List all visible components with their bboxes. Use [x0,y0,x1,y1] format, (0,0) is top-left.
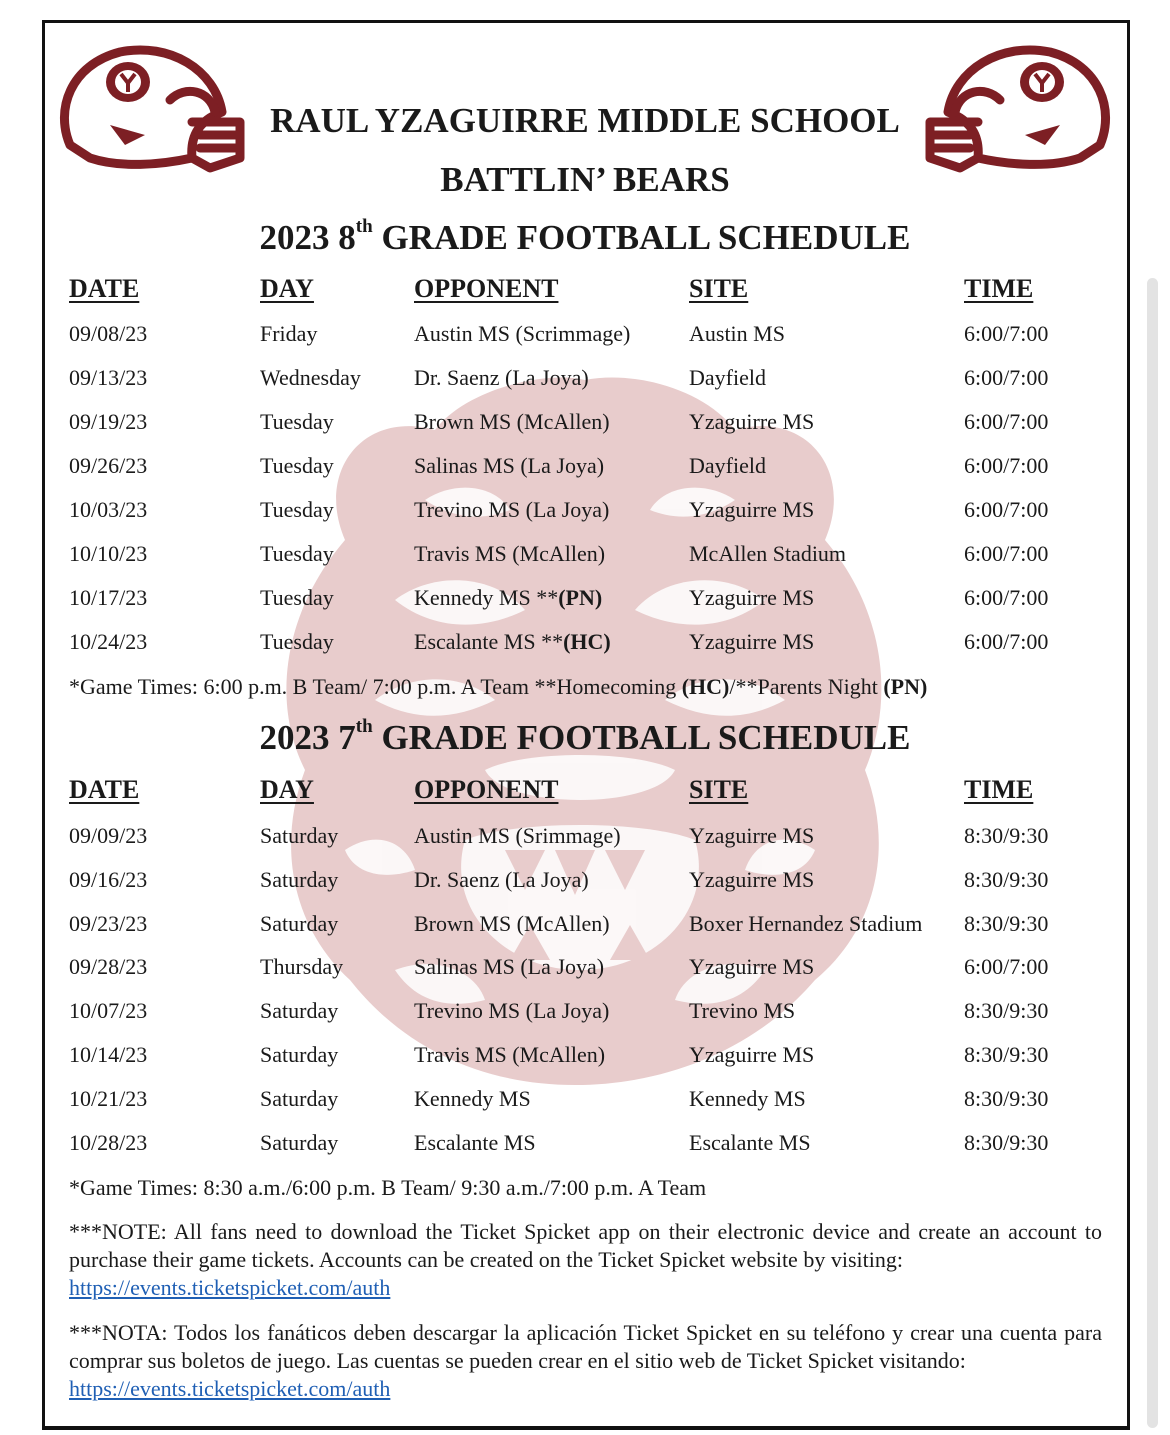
table-row [0,823,1170,863]
site-cell: Yzaguirre MS [689,866,815,892]
time-cell: 6:00/7:00 [964,629,1049,654]
opponent-cell: Salinas MS (La Joya) [414,453,605,478]
day-cell: Thursday [260,954,344,980]
opponent-cell: Travis MS (McAllen) [414,541,606,566]
day-cell: Friday [260,321,318,346]
site-cell: Yzaguirre MS [689,497,815,522]
opponent-cell: Brown MS (McAllen) [414,409,610,434]
opponent-cell: Brown MS (McAllen) [414,910,610,936]
date-cell: 10/24/23 [69,629,148,654]
column-header-opponent: OPPONENT [414,274,559,303]
date-cell: 09/09/23 [69,823,148,848]
time-cell: 6:00/7:00 [964,585,1049,610]
column-header-site: SITE [689,274,749,303]
ticket-spicket-link[interactable]: https://events.ticketspicket.com/auth [69,1275,391,1300]
opponent-cell: Dr. Saenz (La Joya) [414,365,589,390]
day-cell: Saturday [260,1042,339,1067]
opponent-cell: Austin MS (Scrimmage) [414,321,631,346]
table-row [0,867,1170,907]
opponent-cell: Austin MS (Srimmage) [414,823,621,848]
column-header-date: DATE [69,775,140,804]
column-header-site: SITE [689,775,749,804]
site-cell: Trevino MS [689,998,796,1024]
time-cell: 8:30/9:30 [964,1042,1049,1067]
opponent-cell: Escalante MS [414,1129,536,1155]
opponent-cell: Trevino MS (La Joya) [414,998,610,1024]
day-cell: Saturday [260,1085,339,1111]
grade8-header-row [0,274,1170,314]
table-row [0,1086,1170,1126]
day-cell: Saturday [260,1129,339,1155]
team-name: BATTLIN’ BEARS [440,160,730,199]
time-cell: 6:00/7:00 [964,541,1049,566]
date-cell: 09/28/23 [69,954,148,980]
site-cell: Boxer Hernandez Stadium [689,910,923,936]
column-header-date: DATE [69,274,140,303]
time-cell: 8:30/9:30 [964,1085,1049,1111]
opponent-cell: Trevino MS (La Joya) [414,497,610,522]
time-cell: 6:00/7:00 [964,954,1049,980]
time-cell: 8:30/9:30 [964,1129,1049,1155]
site-cell: McAllen Stadium [689,541,847,566]
day-cell: Saturday [260,998,339,1024]
day-cell: Tuesday [260,409,334,434]
grade8-game-times-note: *Game Times: 6:00 p.m. B Team/ 7:00 p.m. A Team **Homecoming (HC)/**Parents Night (PN) [69,674,928,699]
day-cell: Saturday [260,866,339,892]
site-cell: Kennedy MS [689,1085,806,1111]
site-cell: Dayfield [689,365,766,390]
day-cell: Saturday [260,910,339,936]
table-row [0,911,1170,951]
site-cell: Yzaguirre MS [689,823,815,848]
ticket-note-spanish: ***NOTA: Todos los fanáticos deben descargar la aplicación Ticket Spicket en su teléfono y crear una cuenta para comprar sus boletos de juego. Las cuentas se pueden crear en el sitio web de Ticket Spicket visitando: https://events.ticketspicket.com/auth [69,1320,1102,1401]
site-cell: Dayfield [689,453,766,478]
date-cell: 09/08/23 [69,321,148,346]
column-header-day: DAY [260,274,314,303]
school-name: RAUL YZAGUIRRE MIDDLE SCHOOL [270,101,900,140]
day-cell: Tuesday [260,629,334,654]
column-header-opponent: OPPONENT [414,775,559,804]
day-cell: Saturday [260,823,339,848]
column-header-day: DAY [260,775,314,804]
site-cell: Yzaguirre MS [689,585,815,610]
table-row [0,998,1170,1038]
opponent-cell: Kennedy MS [414,1085,531,1111]
date-cell: 10/28/23 [69,1129,148,1155]
date-cell: 09/16/23 [69,866,148,892]
time-cell: 6:00/7:00 [964,453,1049,478]
opponent-cell: Escalante MS **(HC) [414,629,611,654]
site-cell: Yzaguirre MS [689,409,815,434]
time-cell: 6:00/7:00 [964,497,1049,522]
day-cell: Tuesday [260,585,334,610]
table-row [0,365,1170,405]
table-row [0,409,1170,449]
date-cell: 09/26/23 [69,453,148,478]
day-cell: Tuesday [260,497,334,522]
grade7-game-times-note: *Game Times: 8:30 a.m./6:00 p.m. B Team/ 9:30 a.m./7:00 p.m. A Team [69,1175,707,1200]
column-header-time: TIME [964,775,1034,804]
table-row [0,585,1170,625]
table-row [0,954,1170,994]
table-row [0,497,1170,537]
column-header-time: TIME [964,274,1034,303]
ticket-note-english: ***NOTE: All fans need to download the Ticket Spicket app on their electronic device and create an account to purchase their game tickets. Accounts can be created on the Ticket Spicket website by visiting: https://events.ticketspicket.com/auth [69,1219,1102,1300]
grade7-header-row [0,775,1170,815]
date-cell: 10/14/23 [69,1042,148,1067]
table-row [0,321,1170,361]
date-cell: 09/23/23 [69,910,148,936]
table-row [0,1042,1170,1082]
site-cell: Yzaguirre MS [689,954,815,980]
opponent-cell: Salinas MS (La Joya) [414,954,605,980]
site-cell: Escalante MS [689,1129,811,1155]
grade8-title: 2023 8th GRADE FOOTBALL SCHEDULE [259,216,911,257]
time-cell: 6:00/7:00 [964,409,1049,434]
ticket-spicket-link[interactable]: https://events.ticketspicket.com/auth [69,1376,391,1401]
time-cell: 8:30/9:30 [964,823,1049,848]
table-row [0,453,1170,493]
day-cell: Tuesday [260,453,334,478]
opponent-cell: Travis MS (McAllen) [414,1042,606,1067]
day-cell: Wednesday [260,365,361,390]
site-cell: Austin MS [689,321,785,346]
date-cell: 10/03/23 [69,497,148,522]
time-cell: 8:30/9:30 [964,910,1049,936]
grade7-title: 2023 7th GRADE FOOTBALL SCHEDULE [259,716,911,757]
date-cell: 09/13/23 [69,365,148,390]
opponent-cell: Kennedy MS **(PN) [414,585,603,610]
time-cell: 6:00/7:00 [964,321,1049,346]
table-row [0,541,1170,581]
date-cell: 09/19/23 [69,409,148,434]
time-cell: 6:00/7:00 [964,365,1049,390]
opponent-cell: Dr. Saenz (La Joya) [414,866,589,892]
date-cell: 10/07/23 [69,998,148,1024]
table-row [0,629,1170,669]
date-cell: 10/21/23 [69,1085,148,1111]
day-cell: Tuesday [260,541,334,566]
time-cell: 8:30/9:30 [964,866,1049,892]
site-cell: Yzaguirre MS [689,1042,815,1067]
date-cell: 10/10/23 [69,541,148,566]
time-cell: 8:30/9:30 [964,998,1049,1024]
site-cell: Yzaguirre MS [689,629,815,654]
table-row [0,1130,1170,1170]
date-cell: 10/17/23 [69,585,148,610]
